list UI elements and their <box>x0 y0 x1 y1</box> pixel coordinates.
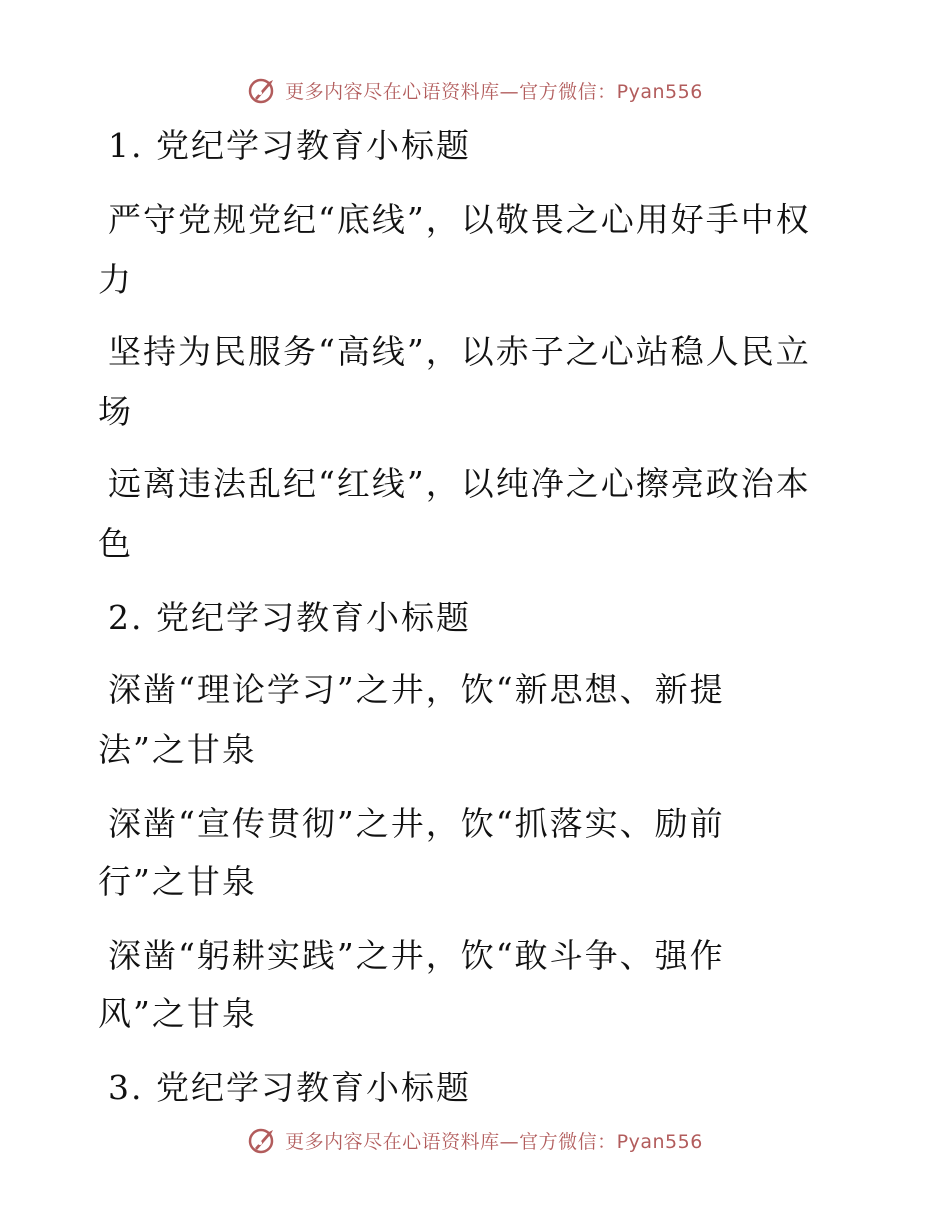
paragraph-line: 场 <box>98 392 133 431</box>
section-heading-1: 1. 党纪学习教育小标题 <box>108 126 471 165</box>
quill-pen-logo-icon <box>247 1124 279 1156</box>
watermark-text: 更多内容尽在心语资料库—官方微信：Pyan556 <box>285 1130 703 1153</box>
paragraph-line: 法”之甘泉 <box>98 730 257 769</box>
paragraph-line: 力 <box>98 260 133 299</box>
paragraph-line: 深凿“躬耕实践”之井，饮“敢斗争、强作 <box>108 936 725 975</box>
paragraph-line: 风”之甘泉 <box>98 994 257 1033</box>
paragraph-line: 深凿“宣传贯彻”之井，饮“抓落实、励前 <box>108 804 725 843</box>
paragraph-line: 坚持为民服务“高线”，以赤子之心站稳人民立 <box>108 332 811 371</box>
header-watermark <box>0 72 950 108</box>
section-heading-3: 3. 党纪学习教育小标题 <box>108 1068 471 1107</box>
paragraph-line: 严守党规党纪“底线”，以敬畏之心用好手中权 <box>108 200 811 239</box>
paragraph-line: 深凿“理论学习”之井，饮“新思想、新提 <box>108 670 725 709</box>
paragraph-line: 色 <box>98 524 133 563</box>
paragraph-line: 远离违法乱纪“红线”，以纯净之心擦亮政治本 <box>108 464 811 503</box>
watermark-text: 更多内容尽在心语资料库—官方微信：Pyan556 <box>285 80 703 103</box>
paragraph-line: 行”之甘泉 <box>98 862 257 901</box>
quill-pen-logo-icon <box>247 74 279 106</box>
section-heading-2: 2. 党纪学习教育小标题 <box>108 598 471 637</box>
footer-watermark <box>0 1122 950 1158</box>
